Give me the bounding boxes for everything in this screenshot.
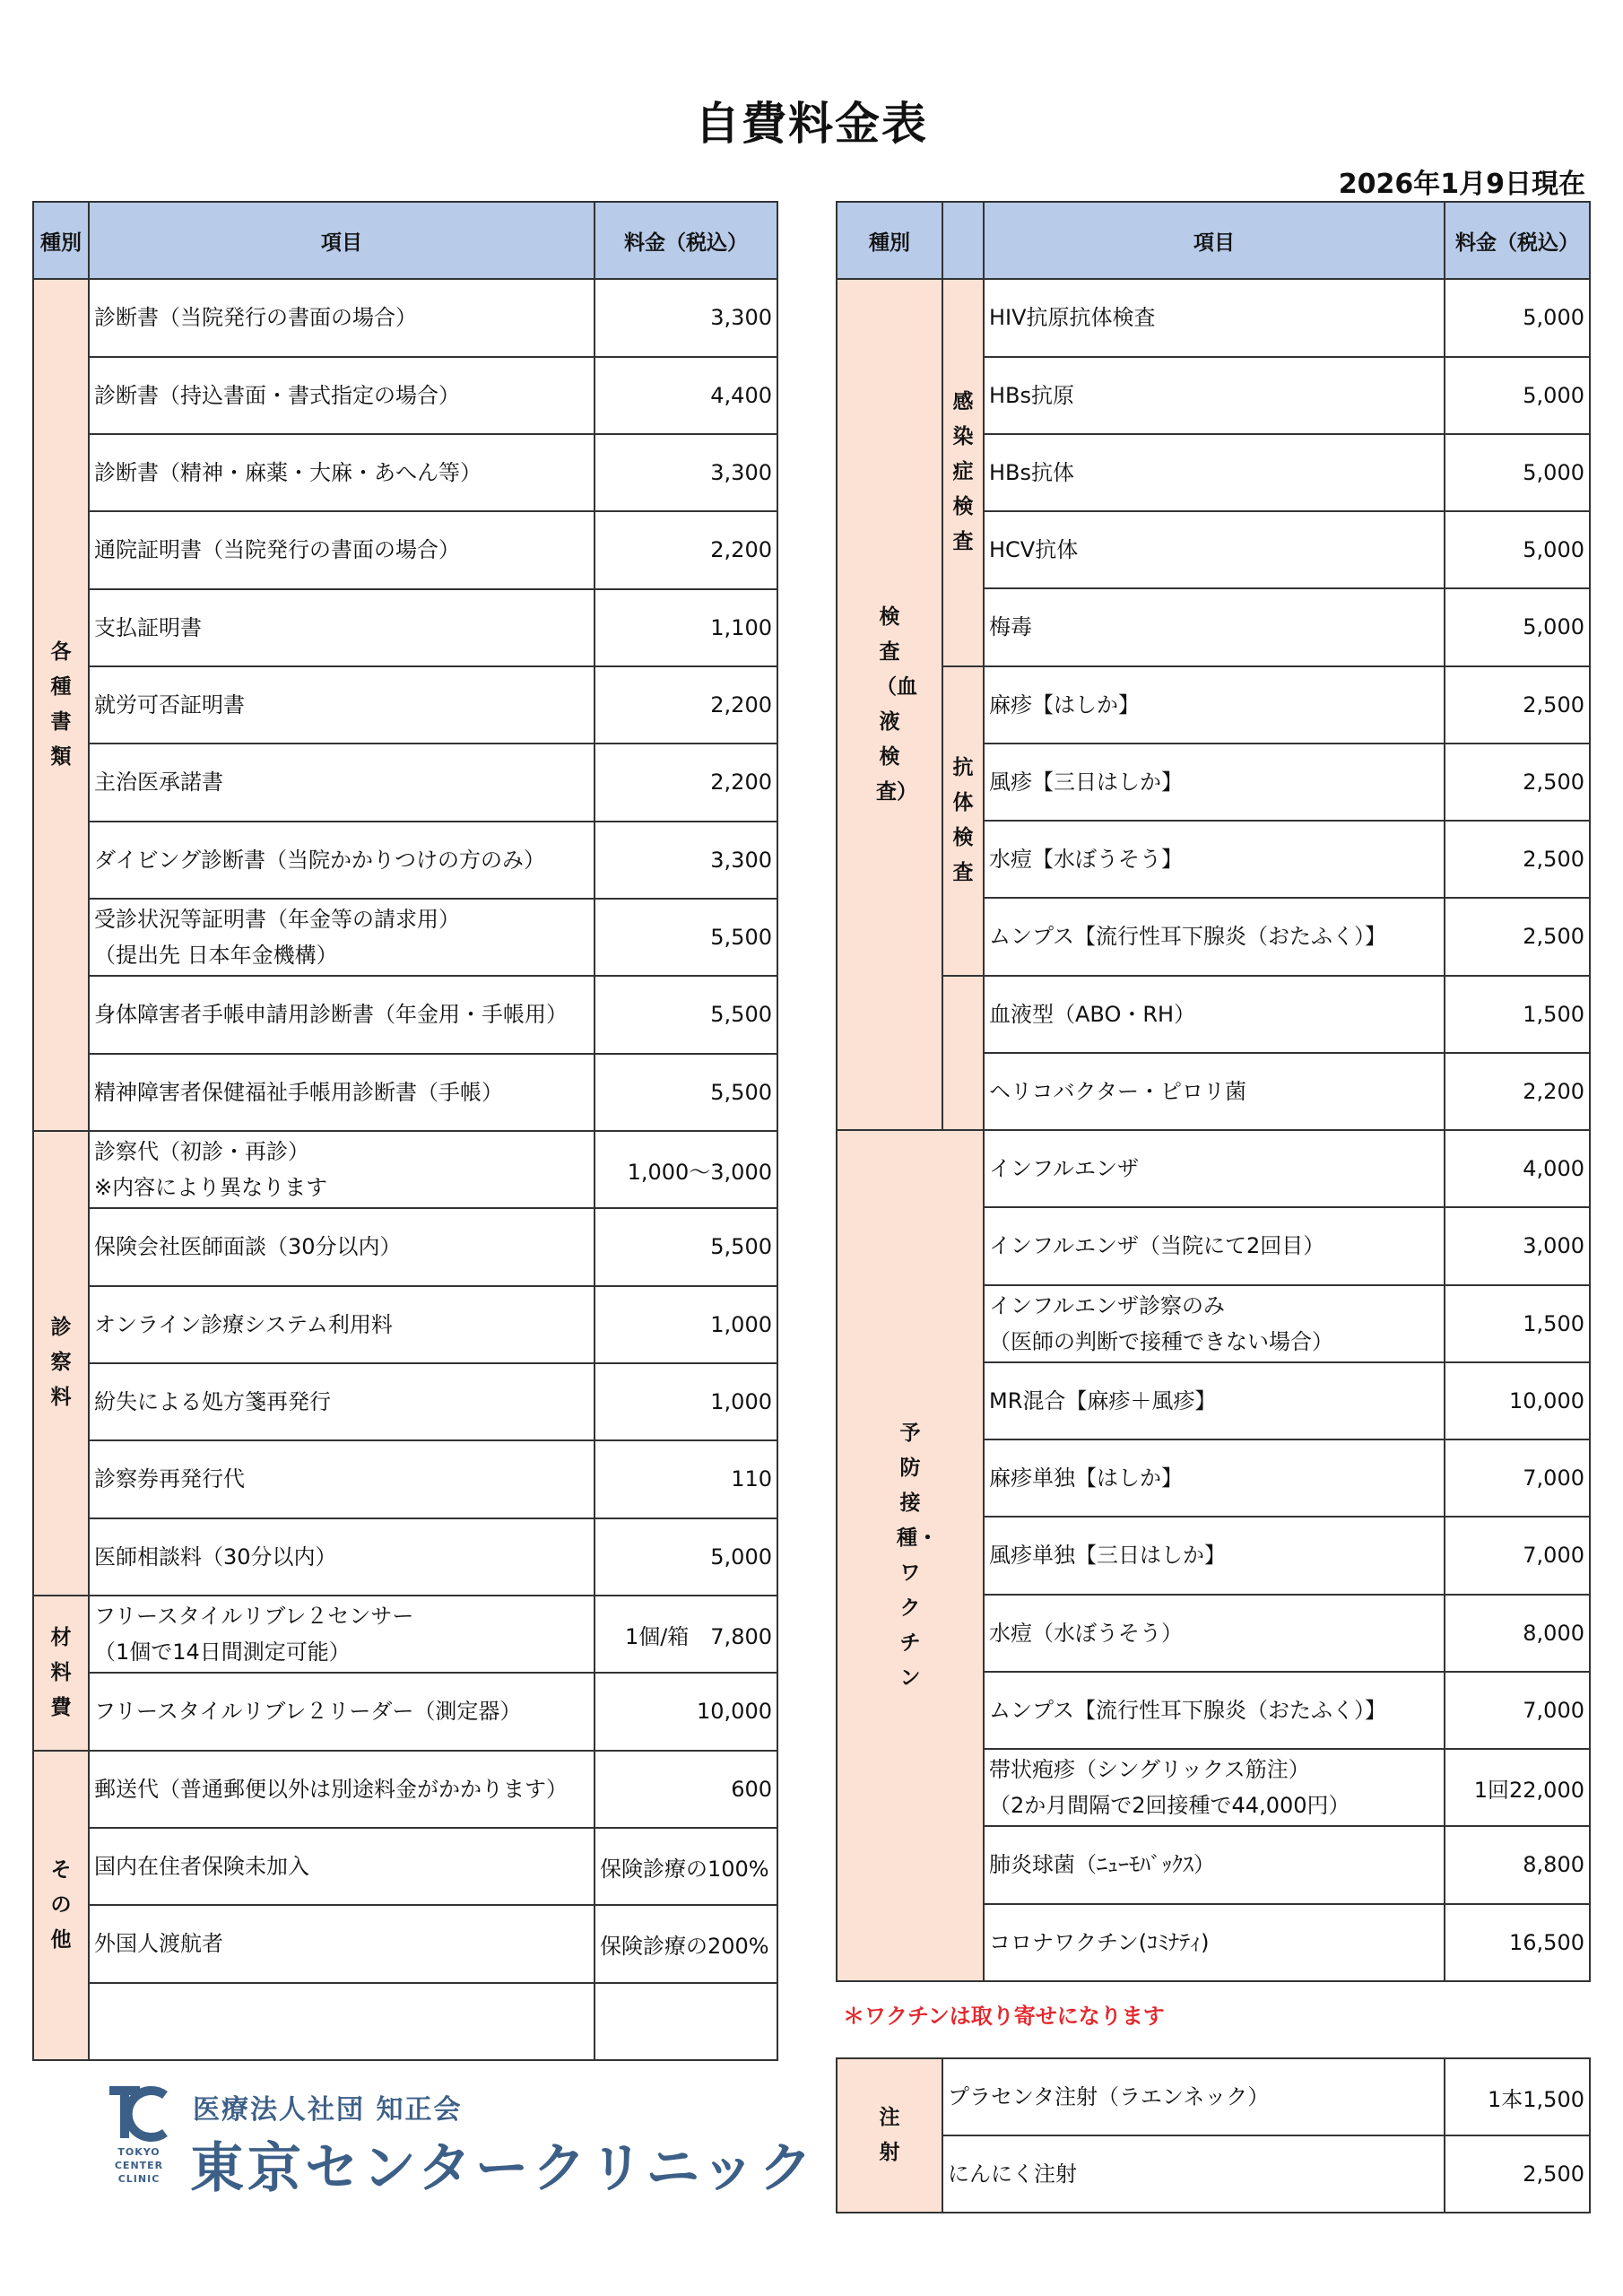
price-cell: 7,000	[1445, 1672, 1590, 1749]
price-cell: 5,000	[1445, 279, 1590, 356]
price-cell: 16,500	[1445, 1904, 1590, 1981]
category-documents-section	[33, 279, 777, 1131]
item-cell: 麻疹単独【はしか】	[984, 1439, 1445, 1517]
table-row	[33, 1131, 777, 1208]
price-cell: 2,200	[595, 666, 777, 744]
table-row	[33, 822, 777, 899]
item-cell: MR混合【麻疹＋風疹】	[984, 1362, 1445, 1439]
price-cell: 1,500	[1445, 976, 1590, 1053]
item-cell: インフルエンザ	[984, 1130, 1445, 1207]
table-row	[837, 279, 1590, 356]
price-cell: 2,500	[1445, 898, 1590, 975]
item-cell	[89, 1983, 595, 2060]
page-title: 自費料金表	[695, 98, 928, 150]
price-cell: 10,000	[1445, 1362, 1590, 1439]
item-cell: 診断書（精神・麻薬・大麻・あへん等）	[89, 434, 595, 511]
price-cell: 7,000	[1445, 1439, 1590, 1517]
table-row	[837, 2058, 1590, 2135]
price-cell: 5,000	[595, 1518, 777, 1596]
table-row	[33, 666, 777, 744]
table-row	[33, 357, 777, 434]
item-cell: 水痘【水ぼうそう】	[984, 821, 1445, 898]
category-infection-tests	[942, 279, 984, 665]
price-cell: 1個/箱 7,800	[595, 1596, 777, 1673]
price-cell: 1,500	[1445, 1285, 1590, 1362]
category-injection-label: 注射	[879, 2106, 900, 2164]
table-row	[33, 1286, 777, 1363]
header-item: 項目	[984, 202, 1445, 279]
clinic-logo	[108, 2083, 816, 2200]
price-cell: 4,000	[1445, 1130, 1590, 1207]
table-row	[33, 1751, 777, 1828]
category-antibody-tests-label: 抗体検査	[952, 756, 974, 884]
table-row	[33, 1363, 777, 1440]
price-cell: 8,800	[1445, 1826, 1590, 1903]
category-infection-tests-label: 感染症検査	[952, 390, 974, 554]
category-injection	[837, 2058, 942, 2213]
item-cell: ヘリコバクター・ピロリ菌	[984, 1053, 1445, 1130]
category-tests-label: 検査（血液検査）	[876, 604, 917, 804]
item-cell: インフルエンザ診察のみ （医師の判断で接種できない場合）	[984, 1285, 1445, 1362]
price-cell: 2,500	[1445, 744, 1590, 821]
item-cell: 風疹【三日はしか】	[984, 744, 1445, 821]
header-category: 種別	[837, 202, 942, 279]
header-price: 料金（税込）	[1445, 202, 1590, 279]
item-cell: 診断書（当院発行の書面の場合）	[89, 279, 595, 356]
price-cell: 8,000	[1445, 1595, 1590, 1672]
item-cell: 主治医承諾書	[89, 744, 595, 821]
category-vaccines	[837, 1130, 984, 1981]
table-row	[33, 1208, 777, 1285]
table-row	[33, 899, 777, 976]
category-consultation-label: 診察料	[50, 1316, 72, 1410]
clinic-name: 東京センタークリニック	[190, 2137, 816, 2200]
subcategory-blank	[942, 976, 984, 1131]
item-cell: 診察代（初診・再診） ※内容により異なります	[89, 1131, 595, 1208]
tc-logo-icon	[108, 2083, 170, 2144]
item-cell: 通院証明書（当院発行の書面の場合）	[89, 511, 595, 588]
item-cell: フリースタイルリブレ２センサー （1個で14日間測定可能）	[89, 1596, 595, 1673]
category-materials	[33, 1596, 89, 1751]
header-price: 料金（税込）	[595, 202, 777, 279]
table-row	[33, 279, 777, 356]
price-cell: 2,500	[1445, 666, 1590, 744]
price-cell: 2,200	[595, 511, 777, 588]
item-cell: オンライン診療システム利用料	[89, 1286, 595, 1363]
item-cell: 受診状況等証明書（年金等の請求用） （提出先 日本年金機構）	[89, 899, 595, 976]
category-consultation-section	[33, 1131, 777, 1596]
item-cell: HIV抗原抗体検査	[984, 279, 1445, 356]
price-cell: 5,500	[595, 1054, 777, 1131]
item-cell: 梅毒	[984, 588, 1445, 665]
item-cell: ダイビング診断書（当院かかりつけの方のみ）	[89, 822, 595, 899]
price-cell: 保険診療の200%	[595, 1905, 777, 1982]
tests-section	[837, 279, 1590, 1130]
price-cell: 3,300	[595, 279, 777, 356]
category-tests	[837, 279, 942, 1130]
item-cell: 肺炎球菌（ﾆｭｰﾓﾊﾞｯｸｽ）	[984, 1826, 1445, 1903]
item-cell: 血液型（ABO・RH）	[984, 976, 1445, 1053]
as-of-date: 2026年1月9日現在	[1338, 169, 1585, 200]
corporation-name: 医療法人社団 知正会	[193, 2094, 463, 2126]
item-cell: インフルエンザ（当院にて2回目）	[984, 1207, 1445, 1284]
injection-table	[836, 2057, 1591, 2213]
price-cell: 5,500	[595, 899, 777, 976]
price-cell: 1,100	[595, 589, 777, 666]
item-cell: 精神障害者保健福祉手帳用診断書（手帳）	[89, 1054, 595, 1131]
table-row	[33, 1673, 777, 1750]
item-cell: 就労可否証明書	[89, 666, 595, 744]
item-cell: 郵送代（普通郵便以外は別途料金がかかります）	[89, 1751, 595, 1828]
item-cell: ムンプス【流行性耳下腺炎（おたふく）】	[984, 1672, 1445, 1749]
table-header-row	[837, 202, 1590, 279]
table-row	[33, 589, 777, 666]
item-cell: フリースタイルリブレ２リーダー（測定器）	[89, 1673, 595, 1750]
item-cell: 外国人渡航者	[89, 1905, 595, 1982]
price-cell: 1,000～3,000	[595, 1131, 777, 1208]
header-subcategory	[942, 202, 984, 279]
price-cell: 3,300	[595, 434, 777, 511]
table-row	[837, 2135, 1590, 2213]
price-cell: 3,300	[595, 822, 777, 899]
price-cell: 5,500	[595, 1208, 777, 1285]
vaccines-section	[837, 1130, 1590, 1981]
item-cell: HBs抗体	[984, 434, 1445, 511]
table-row	[33, 1905, 777, 1982]
table-row	[33, 744, 777, 821]
item-cell: 医師相談料（30分以内）	[89, 1518, 595, 1596]
item-cell: 麻疹【はしか】	[984, 666, 1445, 744]
price-cell: 保険診療の100%	[595, 1828, 777, 1905]
item-cell: 診断書（持込書面・書式指定の場合）	[89, 357, 595, 434]
tc-logo-mark	[108, 2083, 170, 2190]
price-cell: 10,000	[595, 1673, 777, 1750]
price-cell: 5,000	[1445, 588, 1590, 665]
item-cell: 身体障害者手帳申請用診断書（年金用・手帳用）	[89, 976, 595, 1053]
price-cell: 2,200	[595, 744, 777, 821]
logo-mark-text: TOKYO CENTER CLINIC	[114, 2146, 164, 2185]
table-row	[33, 1983, 777, 2060]
item-cell: 支払証明書	[89, 589, 595, 666]
price-cell: 7,000	[1445, 1517, 1590, 1594]
category-consultation	[33, 1131, 89, 1596]
table-row	[837, 666, 1590, 744]
category-materials-label: 材料費	[50, 1625, 72, 1719]
category-other-label: その他	[50, 1857, 72, 1952]
price-cell: 1,000	[595, 1286, 777, 1363]
table-row	[837, 976, 1590, 1053]
table-row	[33, 434, 777, 511]
item-cell: 診察券再発行代	[89, 1440, 595, 1518]
header-item: 項目	[89, 202, 595, 279]
item-cell: 国内在住者保険未加入	[89, 1828, 595, 1905]
price-cell: 2,500	[1445, 821, 1590, 898]
item-cell: にんにく注射	[942, 2135, 1445, 2213]
table-row	[33, 976, 777, 1053]
price-cell: 5,000	[1445, 357, 1590, 434]
table-row	[33, 511, 777, 588]
category-documents-label: 各種書類	[50, 640, 72, 770]
price-cell: 1本1,500	[1445, 2058, 1590, 2135]
table-row	[33, 1596, 777, 1673]
table-row	[33, 1828, 777, 1905]
category-other	[33, 1751, 89, 2060]
table-row	[33, 1440, 777, 1518]
item-cell: 風疹単独【三日はしか】	[984, 1517, 1445, 1594]
category-materials-section	[33, 1596, 777, 1751]
table-row	[33, 1518, 777, 1596]
right-fee-table	[836, 201, 1591, 1982]
price-cell: 1,000	[595, 1363, 777, 1440]
category-antibody-tests	[942, 666, 984, 976]
price-cell: 3,000	[1445, 1207, 1590, 1284]
price-cell: 5,000	[1445, 511, 1590, 588]
price-cell: 110	[595, 1440, 777, 1518]
vaccine-note: ＊ワクチンは取り寄せになります	[843, 2004, 1165, 2029]
item-cell: プラセンタ注射（ラエンネック）	[942, 2058, 1445, 2135]
price-cell: 2,500	[1445, 2135, 1590, 2213]
price-cell: 1回22,000	[1445, 1749, 1590, 1826]
item-cell: 保険会社医師面談（30分以内）	[89, 1208, 595, 1285]
left-fee-table	[32, 201, 778, 2061]
price-cell: 5,000	[1445, 434, 1590, 511]
table-row	[33, 1054, 777, 1131]
category-vaccines-label: 予防接種・ワクチン	[897, 1421, 938, 1690]
category-other-section	[33, 1751, 777, 2060]
item-cell: HCV抗体	[984, 511, 1445, 588]
table-row	[837, 1130, 1590, 1207]
price-cell: 2,200	[1445, 1053, 1590, 1130]
price-cell: 5,500	[595, 976, 777, 1053]
item-cell: 紛失による処方箋再発行	[89, 1363, 595, 1440]
category-documents	[33, 279, 89, 1131]
price-cell	[595, 1983, 777, 2060]
item-cell: コロナワクチン(ｺﾐﾅﾃｨ)	[984, 1904, 1445, 1981]
item-cell: HBs抗原	[984, 357, 1445, 434]
price-cell: 600	[595, 1751, 777, 1828]
item-cell: 帯状疱疹（シングリックス筋注） （2か月間隔で2回接種で44,000円）	[984, 1749, 1445, 1826]
item-cell: ムンプス【流行性耳下腺炎（おたふく）】	[984, 898, 1445, 975]
table-header-row	[33, 202, 777, 279]
header-category: 種別	[33, 202, 89, 279]
price-cell: 4,400	[595, 357, 777, 434]
item-cell: 水痘（水ぼうそう）	[984, 1595, 1445, 1672]
